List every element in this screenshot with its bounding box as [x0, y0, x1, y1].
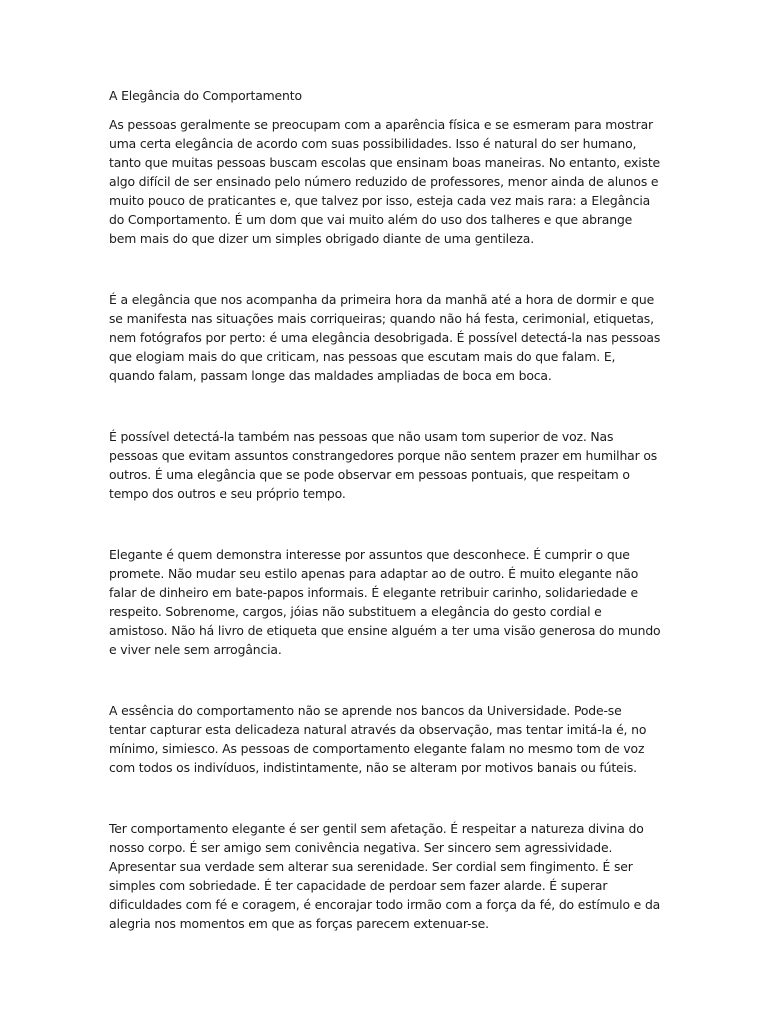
paragraph-5: A essência do comportamento não se aprende nos bancos da Universidade. Pode-se tentar capturar esta delicadeza natural através da observação, mas tentar imitá-la é, no mínimo, simiesco. As pessoas de comportamento elegante falam no mesmo tom de voz com todos os indivíduos, indistintamente, não se alteram por motivos banais ou fúteis.	[109, 703, 647, 775]
paragraph-2: É a elegância que nos acompanha da primeira hora da manhã até a hora de dormir e que se manifesta nas situações mais corriqueiras; quando não há festa, cerimonial, etiquetas, nem fotógrafos por perto: é uma elegância desobrigada. É possível detectá-la nas pessoas que elogiam mais do que criticam, nas pessoas que escutam mais do que falam. E, quando falam, passam longe das maldades ampliadas de boca em boca.	[109, 292, 661, 383]
paragraph-6: Ter comportamento elegante é ser gentil sem afetação. É respeitar a natureza divina do nosso corpo. É ser amigo sem conivência negativa. Ser sincero sem agressividade. Apresentar sua verdade sem alterar sua serenidade. Ser cordial sem fingimento. É ser simples com sobriedade. É ter capacidade de perdoar sem fazer alarde. É superar dificuldades com fé e coragem, é encorajar todo irmão com a força da fé, do estímulo e da alegria nos momentos em que as forças parecem extenuar-se.	[109, 821, 661, 931]
paragraph-3: É possível detectá-la também nas pessoas que não usam tom superior de voz. Nas pessoas que evitam assuntos constrangedores porque não sentem prazer em humilhar os outros. É uma elegância que se pode observar em pessoas pontuais, que respeitam o tempo dos outros e seu próprio tempo.	[109, 429, 658, 501]
paragraph-4: Elegante é quem demonstra interesse por assuntos que desconhece. É cumprir o que promete. Não mudar seu estilo apenas para adaptar ao de outro. É muito elegante não falar de dinheiro em bate-papos informais. É elegante retribuir carinho, solidariedade e respeito. Sobrenome, cargos, jóias não substituem a elegância do gesto cordial e amistoso. Não há livro de etiqueta que ensine alguém a ter uma visão generosa do mundo e viver nele sem arrogância.	[109, 547, 661, 657]
paragraph-1: As pessoas geralmente se preocupam com a aparência física e se esmeram para mostrar uma certa elegância de acordo com suas possibilidades. Isso é natural do ser humano, tanto que muitas pessoas buscam escolas que ensinam boas maneiras. No entanto, existe algo difícil de ser ensinado pelo número reduzido de professores, menor ainda de alunos e muito pouco de praticantes e, que talvez por isso, esteja cada vez mais rara: a Elegância do Comportamento. É um dom que vai muito além do uso dos talheres e que abrange bem mais do que dizer um simples obrigado diante de uma gentileza.	[109, 117, 661, 246]
document-page	[109, 86, 662, 933]
document-title: A Elegância do Comportamento	[109, 88, 302, 103]
